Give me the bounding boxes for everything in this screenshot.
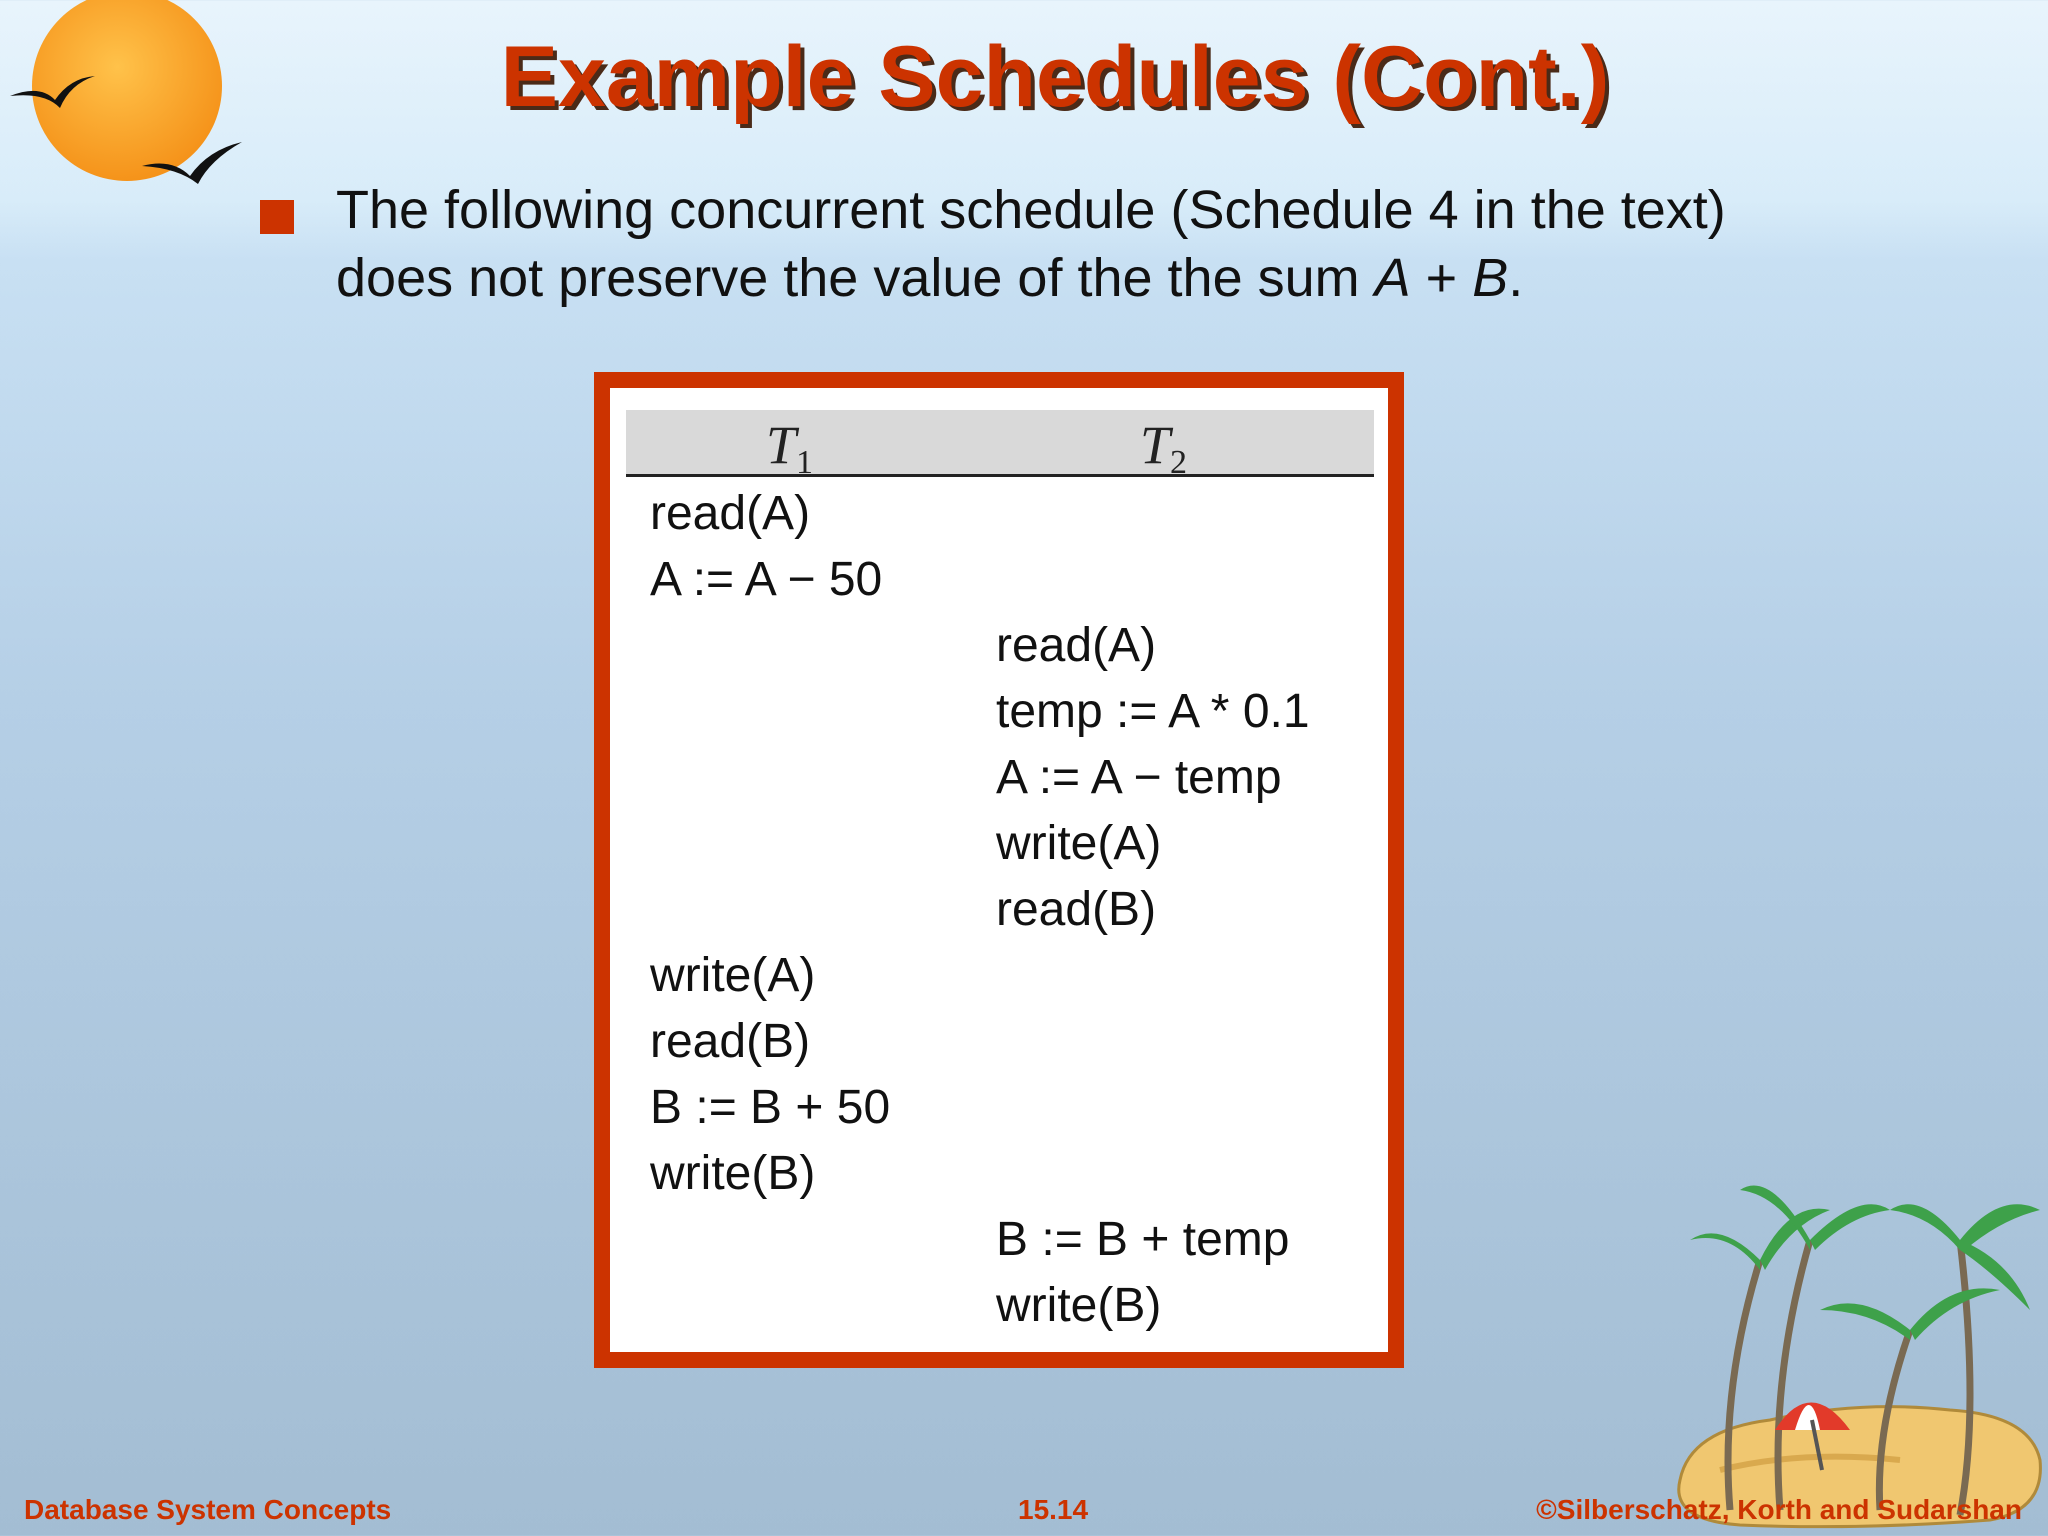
footer-copyright: ©Silberschatz, Korth and Sudarshan bbox=[1536, 1494, 2022, 1525]
footer-left: Database System Concepts bbox=[24, 1494, 392, 1525]
op-t2-read-a: read(A) bbox=[996, 619, 1157, 672]
op-t2-write-a: write(A) bbox=[996, 817, 1162, 870]
bullet-item bbox=[260, 176, 1760, 312]
bullet-text: The following concurrent schedule (Schedule 4 in the text) does not preserve the value of the the sum A + B. bbox=[336, 180, 1726, 308]
op-t1-write-b: write(B) bbox=[650, 1147, 816, 1200]
op-t2-a-minus-temp: A := A − temp bbox=[996, 751, 1282, 804]
op-t1-read-b: read(B) bbox=[650, 1015, 811, 1068]
header-t2: $T_2$ bbox=[1140, 415, 1188, 481]
op-t2-b-plus-temp: B := B + temp bbox=[996, 1213, 1290, 1266]
schedule-table-header bbox=[626, 410, 1374, 481]
palm-island-icon bbox=[1660, 1130, 2048, 1536]
op-t2-write-b: write(B) bbox=[996, 1279, 1162, 1332]
square-bullet-icon bbox=[260, 200, 294, 234]
op-t1-write-a: write(A) bbox=[650, 949, 816, 1002]
schedule-table bbox=[610, 388, 1388, 1352]
op-t2-read-b: read(B) bbox=[996, 883, 1157, 936]
op-t1-b-plus-50: B := B + 50 bbox=[650, 1081, 891, 1134]
footer-page-number: 15.14 bbox=[1018, 1494, 1089, 1525]
op-t1-a-minus-50: A := A − 50 bbox=[650, 553, 883, 606]
op-t1-read-a: read(A) bbox=[650, 487, 811, 540]
op-t2-temp: temp := A * 0.1 bbox=[996, 685, 1310, 738]
header-t1: $T_1$ bbox=[766, 415, 814, 481]
schedule-figure bbox=[594, 372, 1404, 1368]
slide-title: Example Schedules (Cont.) bbox=[500, 29, 1610, 125]
